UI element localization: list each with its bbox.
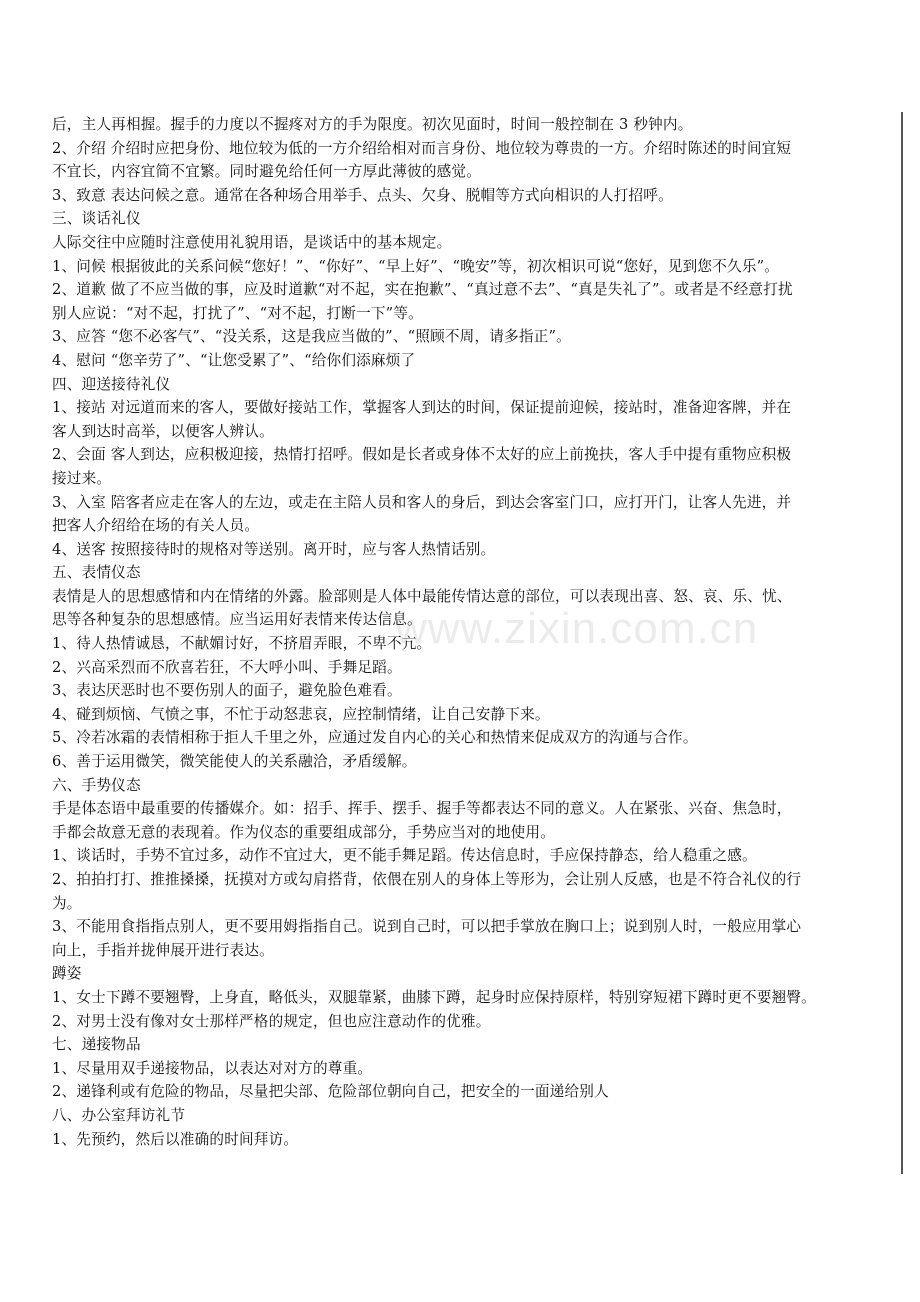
section-heading: 六、手势仪态 (52, 776, 141, 794)
section-heading: 七、递接物品 (52, 1036, 141, 1054)
text-line: 2、拍拍打打、推推搡搡，抚摸对方或勾肩搭背，依偎在别人的身体上等形为，会让别人反感，也是不符合礼仪的行 (52, 871, 802, 888)
text-line: 把客人介绍给在场的有关人员。 (52, 517, 260, 535)
text-line: 3、入室 陪客者应走在客人的左边，或走在主陪人员和客人的身后，到达会客室门口，应打开门，让客人先进，并 (52, 493, 792, 511)
text-line: 1、女士下蹲不要翘臀，上身直，略低头，双腿靠紧，曲膝下蹲，起身时应保持原样，特别穿短裙下蹲时更不要翘臀。 (52, 988, 816, 1006)
section-heading: 四、迎送接待礼仪 (52, 375, 171, 393)
text-line: 1、接站 对远道而来的客人，要做好接站工作，掌握客人到达的时间，保证提前迎候，接站时，准备迎客牌，并在 (52, 399, 792, 417)
text-line: 向上，手指并拢伸展开进行表达。 (52, 941, 274, 959)
text-line: 表情是人的思想感情和内在情绪的外露。脸部则是人体中最能传情达意的部位，可以表现出喜、怒、哀、乐、忧、 (52, 587, 792, 605)
text-line: 2、介绍 介绍时应把身份、地位较为低的一方介绍给相对而言身份、地位较为尊贵的一方。介绍时陈述的时间宜短 (52, 139, 792, 157)
text-line: 手是体态语中最重要的传播媒介。如：招手、挥手、摆手、握手等都表达不同的意义。人在紧张、兴奋、焦急时， (52, 800, 792, 818)
text-line: 4、慰问 “您辛劳了”、“让您受累了”、“给你们添麻烦了 (52, 351, 416, 369)
section-heading: 蹲姿 (52, 965, 82, 983)
section-heading: 五、表情仪态 (52, 564, 141, 582)
text-line: 不宜长，内容宜简不宜繁。同时避免给任何一方厚此薄彼的感觉。 (52, 163, 482, 181)
text-line: 3、应答 “您不必客气”、“没关系，这是我应当做的”、“照顾不周，请多指正”。 (52, 328, 571, 346)
section-heading: 八、办公室拜访礼节 (52, 1106, 186, 1124)
text-line: 1、尽量用双手递接物品，以表达对对方的尊重。 (52, 1059, 373, 1077)
watermark: www.zixin.com.cn (395, 604, 759, 653)
text-line: 2、对男士没有像对女士那样严格的规定，但也应注意动作的优雅。 (52, 1012, 491, 1030)
text-line: 2、道歉 做了不应当做的事，应及时道歉“对不起，实在抱歉”、“真过意不去”、“真是失礼了”。或者是不经意打扰 (52, 281, 793, 299)
section-heading: 三、谈话礼仪 (52, 210, 141, 228)
text-line: 3、表达厌恶时也不要伤别人的面子，避免脸色难看。 (52, 682, 402, 700)
text-line: 3、不能用食指指点别人，更不要用姆指指自己。说到自己时，可以把手掌放在胸口上；说到别人时，一般应用掌心 (52, 918, 802, 936)
text-line: 4、碰到烦恼、气愤之事，不忙于动怒悲哀，应控制情绪，让自己安静下来。 (52, 705, 550, 723)
text-line: 1、待人热情诚恳，不献媚讨好，不挤眉弄眼，不卑不亢。 (52, 635, 432, 653)
text-line: 2、会面 客人到达，应积极迎接，热情打招呼。假如是长者或身体不太好的应上前挽扶，客人手中提有重物应积极 (52, 446, 792, 464)
text-line: 1、先预约，然后以准确的时间拜访。 (52, 1130, 299, 1148)
text-line: 后，主人再相握。握手的力度以不握疼对方的手为限度。初次见面时，时间一般控制在 3 秒钟内。 (52, 116, 693, 133)
text-line: 手都会故意无意的表现着。作为仪态的重要组成部分，手势应当对的地使用。 (52, 823, 555, 841)
text-line: 4、送客 按照接待时的规格对等送别。离开时，应与客人热情话别。 (52, 540, 496, 558)
text-line: 6、善于运用微笑，微笑能使人的关系融洽，矛盾缓解。 (52, 753, 417, 771)
text-line: 别人应说：“对不起，打扰了”、“对不起，打断一下”等。 (52, 304, 423, 322)
page-edge-rule (901, 112, 903, 1174)
text-line: 5、冷若冰霜的表情相称于拒人千里之外，应通过发自内心的关心和热情来促成双方的沟通与合作。 (52, 729, 698, 747)
text-line: 人际交往中应随时注意使用礼貌用语，是谈话中的基本规定。 (52, 233, 452, 251)
text-line: 2、递锋利或有危险的物品，尽量把尖部、危险部位朝向自己，把安全的一面递给别人 (52, 1083, 609, 1101)
text-line: 客人到达时高举，以便客人辨认。 (52, 422, 274, 440)
text-line: 思等各种复杂的思想感情。应当运用好表情来传达信息。 (52, 611, 422, 629)
text-line: 3、致意 表达问候之意。通常在各种场合用举手、点头、欠身、脱帽等方式向相识的人打招呼。 (52, 186, 673, 204)
document-body (52, 113, 872, 1151)
text-line: 接过来。 (52, 469, 112, 487)
text-line: 1、问候 根据彼此的关系问候“您好！”、“你好”、“早上好”、“晚安”等，初次相识可说“您好，见到您不久乐”。 (52, 257, 780, 275)
text-line: 2、兴高采烈而不欣喜若狂，不大呼小叫、手舞足蹈。 (52, 658, 402, 676)
text-line: 为。 (52, 894, 82, 912)
text-line: 1、谈话时，手势不宜过多，动作不宜过大，更不能手舞足蹈。传达信息时，手应保持静态，给人稳重之感。 (52, 847, 757, 865)
